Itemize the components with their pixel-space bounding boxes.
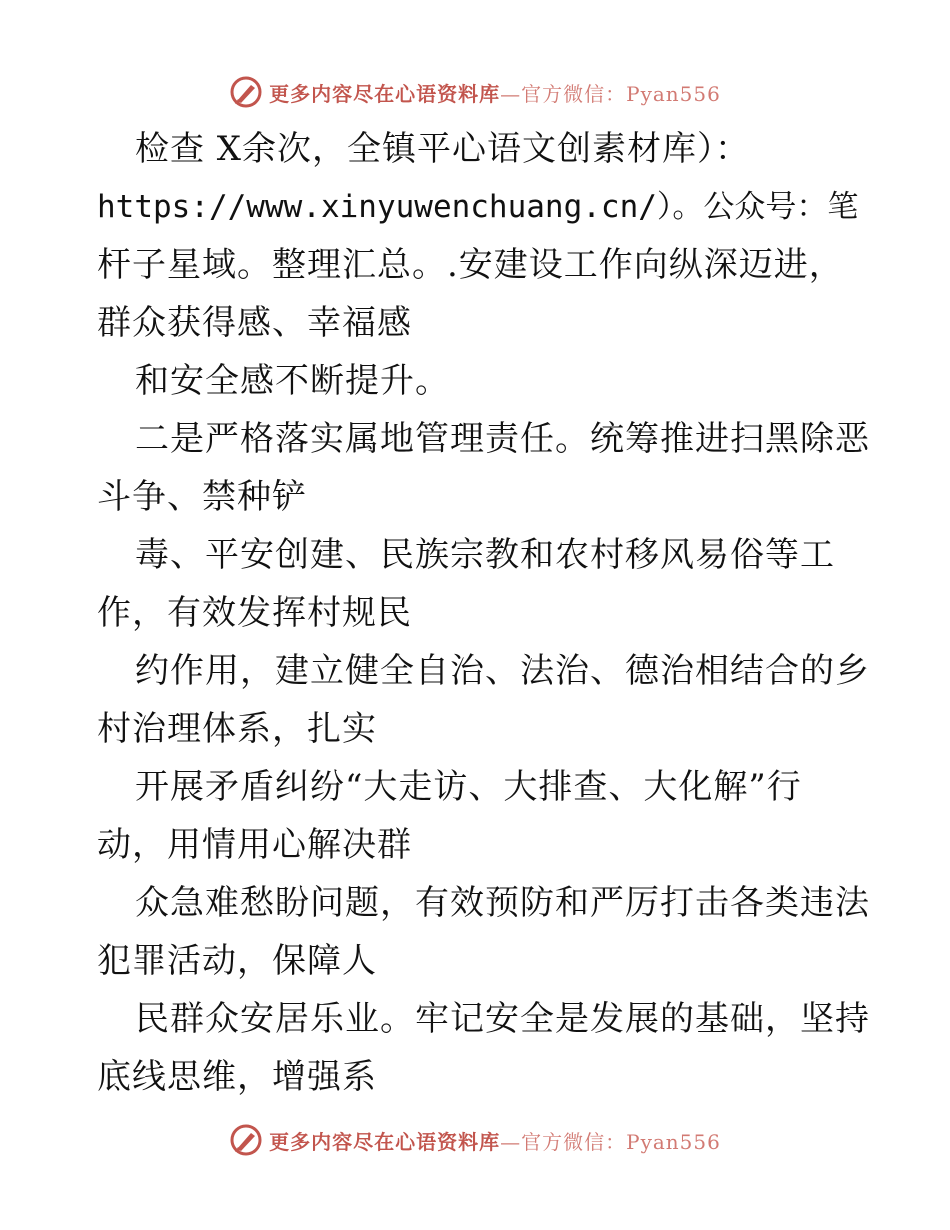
banner-separator-text: —官方微信： xyxy=(500,81,627,106)
banner-separator-text: —官方微信： xyxy=(500,1129,627,1154)
text-line: 开展矛盾纠纷“大走访、大排查、大化解”行 xyxy=(135,767,802,807)
text-line: 犯罪活动，保障人 xyxy=(97,941,377,981)
text-line-url: https://www.xinyuwenchuang.cn/）。公众号：笔 xyxy=(97,189,859,225)
header-banner xyxy=(0,72,950,112)
text-line: 群众获得感、幸福感 xyxy=(97,303,412,343)
banner-main-text: 更多内容尽在心语资料库 xyxy=(269,1129,501,1154)
text-line: 和安全感不断提升。 xyxy=(135,361,450,401)
footer-banner xyxy=(0,1120,950,1160)
text-line: 二是严格落实属地管理责任。统筹推进扫黑除恶 xyxy=(135,419,870,459)
text-line: 作，有效发挥村规民 xyxy=(97,593,412,633)
text-line: 动，用情用心解决群 xyxy=(97,825,412,865)
document-body xyxy=(97,120,870,1106)
text-line: 民群众安居乐业。牢记安全是发展的基础，坚持 xyxy=(135,999,870,1039)
text-line: 村治理体系，扎实 xyxy=(97,709,377,749)
text-line: 约作用，建立健全自治、法治、德治相结合的乡 xyxy=(135,651,870,691)
text-line: 杆子星域。整理汇总。.安建设工作向纵深迈进， xyxy=(97,245,844,285)
text-line: 众急难愁盼问题，有效预防和严厉打击各类违法 xyxy=(135,883,870,923)
pen-logo-icon xyxy=(229,75,263,109)
text-line: 底线思维，增强系 xyxy=(97,1057,377,1097)
text-line: 毒、平安创建、民族宗教和农村移风易俗等工 xyxy=(135,535,835,575)
pen-logo-icon xyxy=(229,1123,263,1157)
banner-main-text: 更多内容尽在心语资料库 xyxy=(269,81,501,106)
banner-wechat-id: Pyan556 xyxy=(626,81,721,106)
banner-wechat-id: Pyan556 xyxy=(626,1129,721,1154)
text-line: 检查 X余次，全镇平心语文创素材库）： xyxy=(135,129,751,169)
text-line: 斗争、禁种铲 xyxy=(97,477,307,517)
